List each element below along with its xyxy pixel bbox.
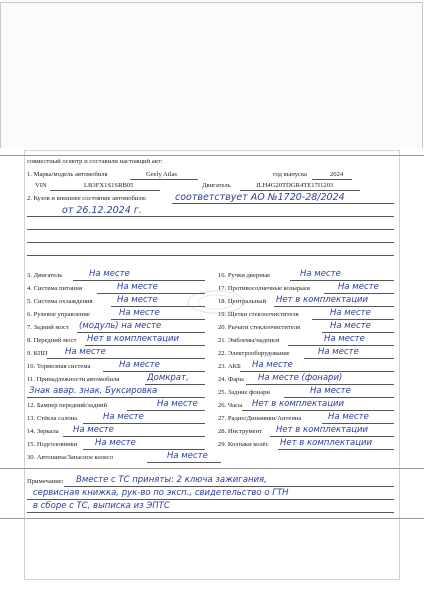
body-line-3 — [27, 229, 394, 230]
item-underline — [322, 332, 394, 333]
item-underline — [278, 449, 394, 450]
item-5-cooling-system — [27, 296, 207, 308]
item-23-battery — [218, 361, 396, 373]
item-26-clock — [218, 400, 396, 412]
item-value: На месте — [310, 386, 351, 396]
item-label: 18. Центральный — [218, 298, 267, 305]
item-underline — [147, 462, 221, 463]
item-29-wheel-caps — [218, 439, 396, 451]
item-24-headlights — [218, 374, 396, 386]
item-16-door-handles — [218, 270, 396, 282]
item-value: Нет в комплектации — [87, 334, 180, 344]
item-27-radio — [218, 413, 396, 425]
item-label: 8. Передний мост — [27, 337, 77, 344]
act-intro-text: совместный осмотр и составили настоящий акт: — [27, 158, 163, 165]
item-underline — [73, 280, 205, 281]
item-value: На месте — [330, 308, 371, 318]
item-value: На месте — [95, 438, 136, 448]
item-label: 10. Тормозная система — [27, 363, 91, 370]
item-label: 24. Фары — [218, 376, 244, 383]
item-value: На месте — [65, 347, 106, 357]
item-underline — [63, 436, 205, 437]
item-label: 3. Двигатель — [27, 272, 63, 279]
item-21-emblems — [218, 335, 396, 347]
year-value: 2024 — [330, 171, 344, 178]
watermark-logo — [186, 289, 246, 315]
item-value: На месте — [318, 347, 359, 357]
item-underline — [77, 332, 205, 333]
item-label: 11. Принадлежности автомобиля — [27, 376, 120, 383]
item-13-glass — [27, 413, 207, 425]
item-underline — [83, 449, 205, 450]
page-frame — [0, 2, 423, 148]
item-11-accessories — [27, 374, 207, 386]
item-underline — [242, 410, 394, 411]
item-value: На месте — [328, 412, 369, 422]
item-underline — [240, 371, 394, 372]
item-label: 5. Система охлаждения — [27, 298, 93, 305]
item-value: На месте — [119, 360, 160, 370]
body-condition-label: 2. Кузов и внешнее состояние автомобиля: — [27, 195, 147, 202]
make-underline — [130, 179, 198, 180]
item-underline — [284, 397, 394, 398]
item-3-engine — [27, 270, 207, 282]
item-label: 16. Ручки дверные — [218, 272, 271, 279]
item-22-electrical — [218, 348, 396, 360]
item-10-brake-system — [27, 361, 207, 373]
item-label: 12. Бампер передний/задний — [27, 402, 108, 409]
year-label: год выпуска — [273, 171, 307, 178]
item-value: (модуль) на месте — [79, 321, 162, 331]
item-underline — [322, 423, 394, 424]
item-value: На месте — [103, 412, 144, 422]
note-handwritten-1: Вместе с ТС приняты: 2 ключа зажигания, — [76, 475, 267, 485]
vin-underline — [50, 190, 160, 191]
note-line-1 — [64, 486, 394, 487]
item-label: 13. Стёкла салона — [27, 415, 78, 422]
item-label: 23. АКБ — [218, 363, 241, 370]
item-value: Нет в комплектации — [276, 295, 369, 305]
item-4-fuel-system — [27, 283, 207, 295]
note-line-3 — [27, 512, 394, 513]
item-11-accessories-continued — [27, 387, 207, 399]
item-label: 17. Противосолнечные козырьки — [218, 285, 310, 292]
item-25-rear-lights — [218, 387, 396, 399]
item-value: На месте — [117, 282, 158, 292]
item-underline — [127, 410, 205, 411]
item-underline — [312, 319, 394, 320]
item-8-front-axle — [27, 335, 207, 347]
item-value: На месте — [117, 295, 158, 305]
make-value: Geely Atlas — [146, 171, 177, 178]
item-20-wiper-arms — [218, 322, 396, 334]
item-underline — [83, 423, 205, 424]
item-label: 27. Радио/Динамики/Антенна — [218, 415, 302, 422]
year-underline — [312, 179, 352, 180]
item-underline — [47, 358, 205, 359]
item-value: Домкрат, — [147, 373, 189, 383]
item-label: 25. Задние фонари — [218, 389, 270, 396]
engine-underline — [240, 190, 360, 191]
item-label: 20. Рычаги стеклоочистителя — [218, 324, 301, 331]
body-condition-handwritten-2: от 26.12.2024 г. — [62, 205, 142, 216]
item-underline — [274, 306, 394, 307]
engine-label: Двигатель — [202, 182, 231, 189]
note-label: Примечание: — [27, 478, 64, 485]
item-value: На месте — [300, 269, 341, 279]
body-line-5 — [27, 255, 394, 256]
item-underline — [27, 397, 205, 398]
item-label: 9. КПП — [27, 350, 48, 357]
item-underline — [85, 345, 205, 346]
item-label: 14. Зеркала — [27, 428, 59, 435]
item-label: 7. Задний мост — [27, 324, 69, 331]
item-underline — [145, 384, 205, 385]
item-value: Знак авар. знак, Буксировка — [29, 386, 158, 396]
item-value: На месте (фонари) — [258, 373, 343, 383]
mid-rule — [0, 468, 424, 469]
item-label: 21. Эмблемы/надписи — [218, 337, 280, 344]
item-label: 6. Рулевое управление — [27, 311, 90, 318]
item-value: На месте — [338, 282, 379, 292]
item-label: 19. Щетки стеклоочистителя — [218, 311, 299, 318]
item-label: 29. Колпаки колёс — [218, 441, 269, 448]
item-value: Нет в комплектации — [280, 438, 373, 448]
item-7-rear-axle — [27, 322, 207, 334]
item-9-gearbox — [27, 348, 207, 360]
item-underline — [270, 436, 394, 437]
item-value: На месте — [330, 321, 371, 331]
item-underline — [103, 371, 205, 372]
item-value: На месте — [119, 308, 160, 318]
note-line-2 — [27, 499, 394, 500]
item-label: 15. Подголовники — [27, 441, 78, 448]
body-line-2 — [27, 216, 394, 217]
item-6-steering — [27, 309, 207, 321]
item-15-headrests — [27, 439, 207, 451]
item-value: На месте — [252, 360, 293, 370]
item-underline — [111, 319, 205, 320]
item-underline — [288, 345, 394, 346]
item-value: На месте — [324, 334, 365, 344]
note-handwritten-2: сервисная книжка, рук-во по эксп., свидетельство о ГТН — [33, 488, 289, 498]
item-label: 30. Автошина/Запасное колесо — [27, 454, 114, 461]
item-underline — [246, 384, 394, 385]
item-label: 28. Инструмент — [218, 428, 262, 435]
bottom-rule — [0, 518, 424, 519]
item-label: 22. Электрооборудование — [218, 350, 290, 357]
body-line-4 — [27, 242, 394, 243]
body-condition-handwritten-1: соответствует АО №1720-28/2024 — [175, 192, 345, 203]
item-value: Нет в комплектации — [252, 399, 345, 409]
item-value: На месте — [167, 451, 208, 461]
item-28-tools — [218, 426, 396, 438]
body-line-1 — [172, 203, 394, 204]
item-value: На месте — [157, 399, 198, 409]
item-14-mirrors — [27, 426, 207, 438]
item-value: На месте — [73, 425, 114, 435]
vin-value: LB3FX1S1SRB05 — [84, 182, 134, 189]
item-30-tires-spare — [27, 452, 227, 464]
note-handwritten-3: в сборе с ТС, выписка из ЭПТС — [33, 501, 170, 511]
item-underline — [324, 293, 394, 294]
item-label: 4. Система питания — [27, 285, 82, 292]
item-value: На месте — [89, 269, 130, 279]
item-12-bumpers — [27, 400, 207, 412]
item-underline — [304, 358, 394, 359]
item-underline — [290, 280, 394, 281]
engine-value: JLH4G20TDGR4TE17I1203 — [256, 182, 334, 189]
item-value: Нет в комплектации — [276, 425, 369, 435]
item-label: 26. Часы — [218, 402, 243, 409]
make-label: 1. Марка/модель автомобиля — [27, 171, 108, 178]
vin-label: VIN — [35, 182, 47, 189]
top-rule — [0, 155, 424, 156]
